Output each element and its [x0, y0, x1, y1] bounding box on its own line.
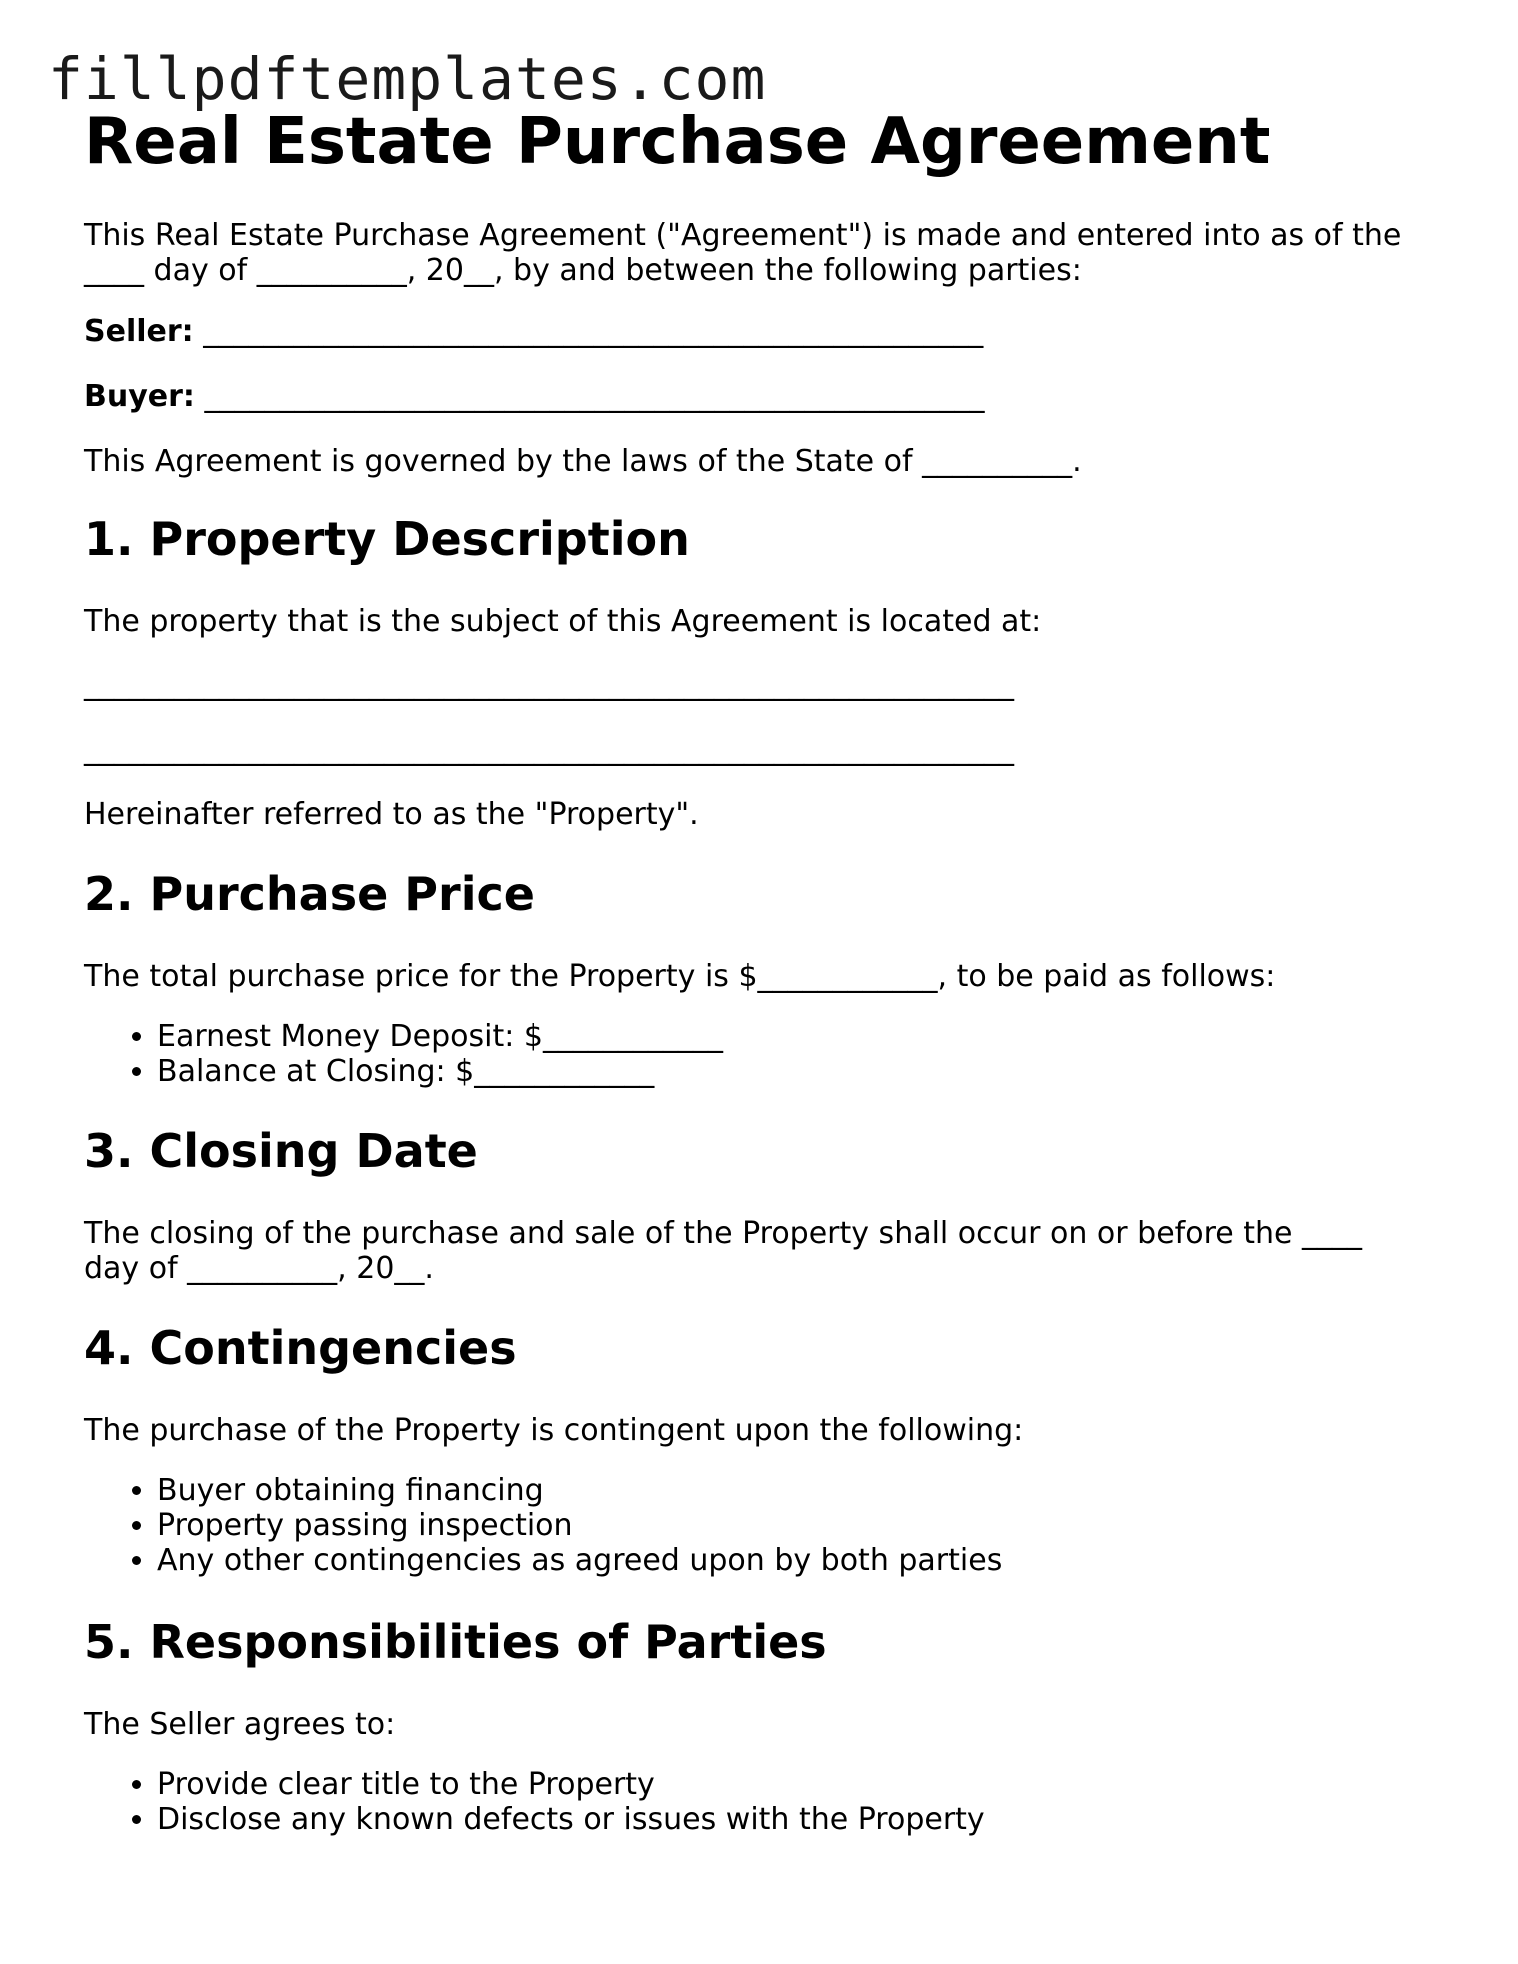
property-address-line-2[interactable]: ______________________________________________________________ — [84, 732, 1014, 767]
property-address-line-1[interactable]: ______________________________________________________________ — [84, 667, 1014, 702]
section-closing-text: The closing of the purchase and sale of the Property shall occur on or before the ____ day of __________, 20__. — [84, 1216, 1363, 1286]
list-item: • Property passing inspection — [157, 1508, 1424, 1543]
list-item: • Buyer obtaining financing — [157, 1473, 1424, 1508]
intro-paragraph: This Real Estate Purchase Agreement ("Agreement") is made and entered into as of the ____ day of __________, 20__, by and between the following parties: — [84, 218, 1402, 288]
section-responsibilities-heading: 5. Responsibilities of Parties — [84, 1615, 827, 1669]
price-list — [84, 1019, 1424, 1089]
seller-label: Seller: — [84, 314, 194, 349]
seller-line — [84, 314, 1424, 349]
section-responsibilities-text: The Seller agrees to: — [84, 1707, 396, 1742]
section-contingencies-text: The purchase of the Property is contingent upon the following: — [84, 1413, 1024, 1448]
section-price-heading: 2. Purchase Price — [84, 867, 535, 921]
buyer-line — [84, 379, 1424, 414]
section-contingencies-heading: 4. Contingencies — [84, 1321, 517, 1375]
buyer-label: Buyer: — [84, 379, 195, 414]
document-title: Real Estate Purchase Agreement — [84, 105, 1271, 179]
list-item: • Any other contingencies as agreed upon by both parties — [157, 1543, 1424, 1578]
governing-law-paragraph: This Agreement is governed by the laws of the State of __________. — [84, 444, 1082, 479]
list-item: • Balance at Closing: $____________ — [157, 1054, 1424, 1089]
contingencies-list — [84, 1473, 1424, 1578]
list-item: • Earnest Money Deposit: $____________ — [157, 1019, 1424, 1054]
section-property-hereinafter: Hereinafter referred to as the "Property". — [84, 797, 699, 832]
section-property-heading: 1. Property Description — [84, 512, 690, 566]
list-item: • Provide clear title to the Property — [157, 1767, 1424, 1802]
section-property-text: The property that is the subject of this Agreement is located at: — [84, 604, 1042, 639]
list-item: • Disclose any known defects or issues with the Property — [157, 1802, 1424, 1837]
seller-blank[interactable]: ____________________________________________________ — [203, 314, 984, 349]
section-closing-heading: 3. Closing Date — [84, 1124, 478, 1178]
buyer-blank[interactable]: ____________________________________________________ — [204, 379, 985, 414]
document-page — [84, 104, 1424, 1837]
section-price-text: The total purchase price for the Property is $____________, to be paid as follows: — [84, 959, 1276, 994]
watermark: fillpdftemplates.com — [48, 45, 767, 113]
responsibilities-list — [84, 1767, 1424, 1837]
